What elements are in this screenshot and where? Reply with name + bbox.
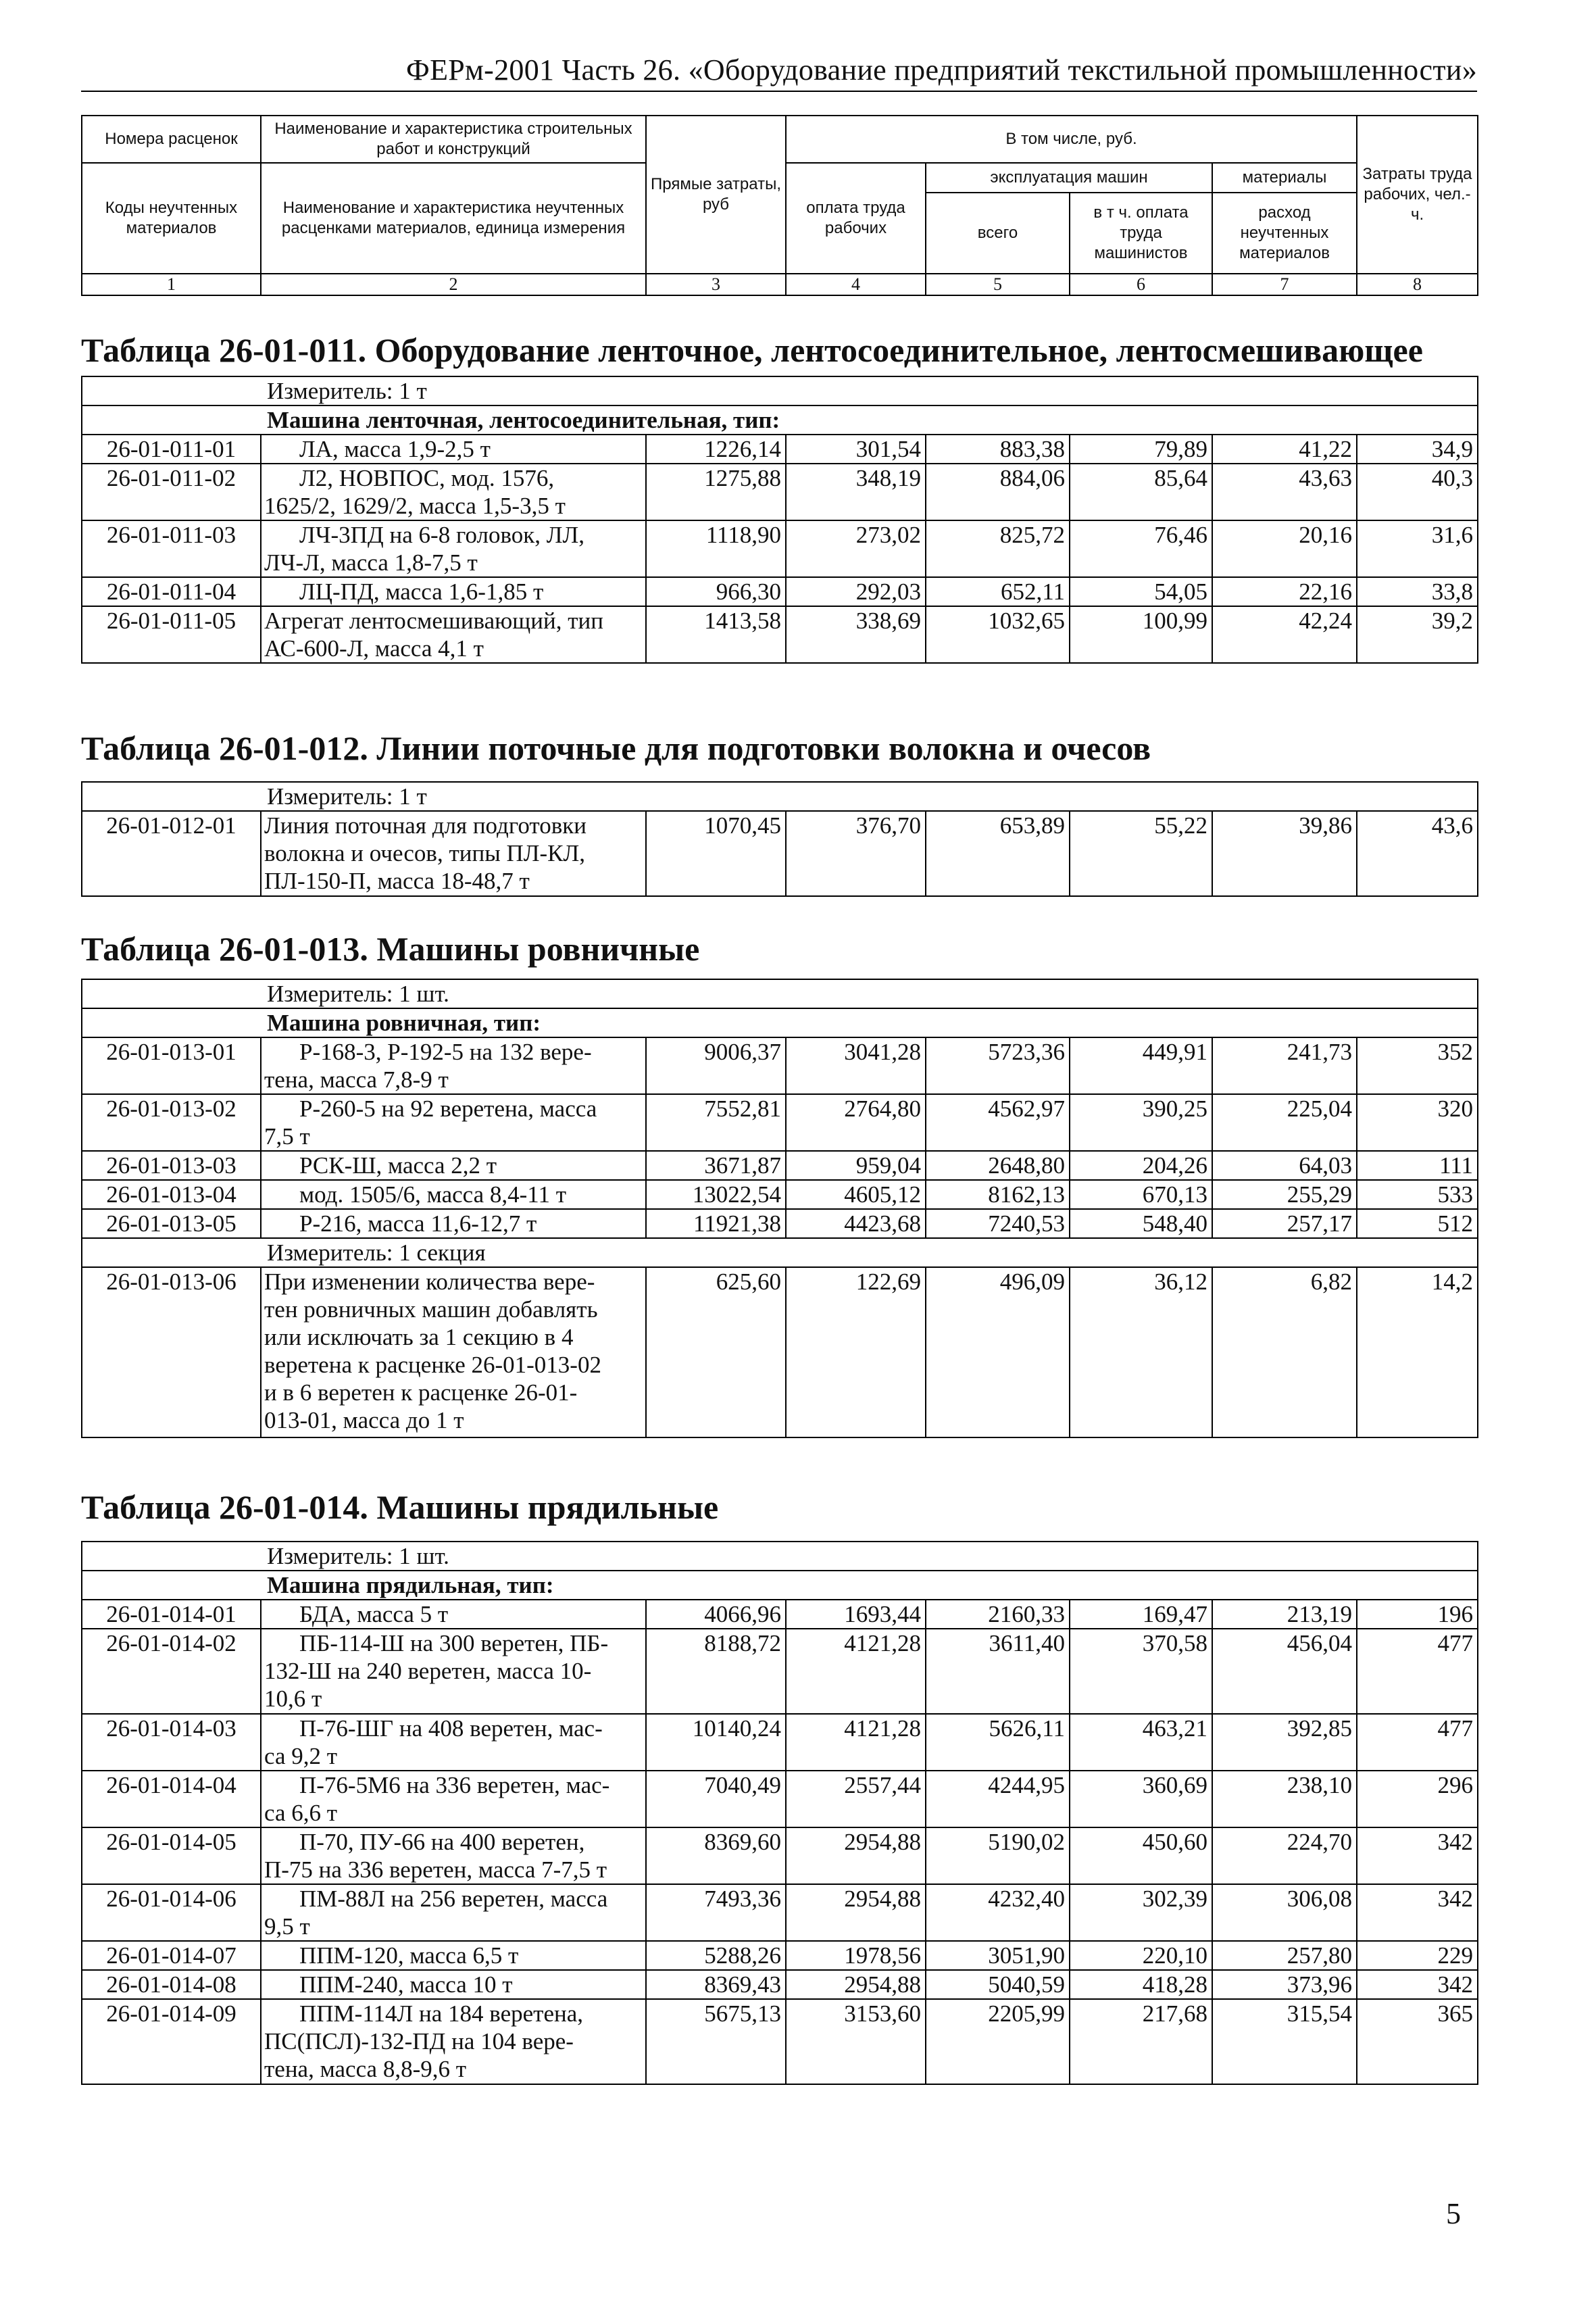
header-codes: Коды неучтенных материалов: [82, 163, 261, 274]
header-direct-costs: Прямые затраты, руб: [646, 116, 786, 274]
table-row: [82, 1037, 1478, 1094]
rate-code: 26-01-012-01: [82, 811, 261, 896]
rate-description: РСК-Ш, масса 2,2 т: [261, 1151, 646, 1180]
rate-table: [81, 1541, 1478, 2085]
measure-unit: Измеритель: 1 секция: [82, 1238, 1478, 1267]
rate-code: 26-01-011-03: [82, 520, 261, 577]
rate-code: 26-01-014-07: [82, 1941, 261, 1970]
materials-cost: 456,04: [1212, 1629, 1357, 1714]
header-col-number: 1: [82, 274, 261, 295]
table-row: [82, 435, 1478, 464]
labour-hours: 196: [1357, 1600, 1478, 1629]
group-heading: Машина ровничная, тип:: [82, 1008, 1478, 1037]
labour-hours: 43,6: [1357, 811, 1478, 896]
machine-total: 4232,40: [926, 1884, 1070, 1941]
direct-costs: 7493,36: [646, 1884, 786, 1941]
rate-description: ППМ-114Л на 184 веретена, ПС(ПСЛ)-132-ПД на 104 вере- тена, масса 8,8-9,6 т: [261, 1999, 646, 2084]
header-machine-operation: эксплуатация машин: [926, 163, 1212, 193]
measure-unit-row: [82, 1238, 1478, 1267]
machinist-pay: 36,12: [1070, 1267, 1212, 1437]
labour-pay: 376,70: [786, 811, 926, 896]
header-machine-total: всего: [926, 193, 1070, 274]
direct-costs: 11921,38: [646, 1209, 786, 1238]
materials-cost: 224,70: [1212, 1827, 1357, 1884]
labour-pay: 273,02: [786, 520, 926, 577]
direct-costs: 8369,43: [646, 1970, 786, 1999]
direct-costs: 625,60: [646, 1267, 786, 1437]
table-row: [82, 520, 1478, 577]
labour-pay: 2764,80: [786, 1094, 926, 1151]
rate-code: 26-01-011-04: [82, 577, 261, 606]
materials-cost: 315,54: [1212, 1999, 1357, 2084]
direct-costs: 7040,49: [646, 1771, 786, 1827]
labour-pay: 4121,28: [786, 1629, 926, 1714]
labour-pay: 122,69: [786, 1267, 926, 1437]
table-row: [82, 1180, 1478, 1209]
rate-description: Агрегат лентосмешивающий, тип АС-600-Л, масса 4,1 т: [261, 606, 646, 663]
rate-code: 26-01-014-08: [82, 1970, 261, 1999]
materials-cost: 257,80: [1212, 1941, 1357, 1970]
header-in-total: В том числе, руб.: [786, 116, 1357, 163]
table-row: [82, 1629, 1478, 1714]
rate-description: Р-260-5 на 92 веретена, масса 7,5 т: [261, 1094, 646, 1151]
labour-pay: 4605,12: [786, 1180, 926, 1209]
machine-total: 496,09: [926, 1267, 1070, 1437]
labour-pay: 348,19: [786, 464, 926, 520]
machine-total: 3611,40: [926, 1629, 1070, 1714]
machinist-pay: 55,22: [1070, 811, 1212, 896]
machinist-pay: 204,26: [1070, 1151, 1212, 1180]
direct-costs: 7552,81: [646, 1094, 786, 1151]
materials-cost: 213,19: [1212, 1600, 1357, 1629]
machine-total: 883,38: [926, 435, 1070, 464]
group-heading: Машина ленточная, лентосоединительная, тип:: [82, 405, 1478, 435]
rate-code: 26-01-014-09: [82, 1999, 261, 2084]
labour-hours: 342: [1357, 1884, 1478, 1941]
machine-total: 653,89: [926, 811, 1070, 896]
table-row: [82, 1884, 1478, 1941]
table-row: [82, 1151, 1478, 1180]
labour-hours: 111: [1357, 1151, 1478, 1180]
direct-costs: 9006,37: [646, 1037, 786, 1094]
machine-total: 652,11: [926, 577, 1070, 606]
machine-total: 3051,90: [926, 1941, 1070, 1970]
header-labour-cost: Затраты труда рабочих, чел.-ч.: [1357, 116, 1478, 274]
measure-unit-row: [82, 376, 1478, 405]
materials-cost: 64,03: [1212, 1151, 1357, 1180]
labour-hours: 342: [1357, 1970, 1478, 1999]
measure-unit: Измеритель: 1 шт.: [82, 1542, 1478, 1571]
group-heading-row: [82, 405, 1478, 435]
machine-total: 4562,97: [926, 1094, 1070, 1151]
group-heading-row: [82, 1008, 1478, 1037]
table-row: [82, 1094, 1478, 1151]
rate-table: [81, 979, 1478, 1438]
direct-costs: 1118,90: [646, 520, 786, 577]
rate-code: 26-01-013-05: [82, 1209, 261, 1238]
rate-code: 26-01-011-02: [82, 464, 261, 520]
machinist-pay: 54,05: [1070, 577, 1212, 606]
machinist-pay: 670,13: [1070, 1180, 1212, 1209]
header-labour-pay: оплата труда рабочих: [786, 163, 926, 274]
labour-pay: 2557,44: [786, 1771, 926, 1827]
running-head: ФЕРм-2001 Часть 26. «Оборудование предприятий текстильной промышленности»: [406, 53, 1477, 87]
machinist-pay: 418,28: [1070, 1970, 1212, 1999]
labour-hours: 31,6: [1357, 520, 1478, 577]
rate-description: П-76-ШГ на 408 веретен, мас- са 9,2 т: [261, 1714, 646, 1771]
machine-total: 7240,53: [926, 1209, 1070, 1238]
machinist-pay: 85,64: [1070, 464, 1212, 520]
direct-costs: 13022,54: [646, 1180, 786, 1209]
rate-table: [81, 781, 1478, 897]
materials-cost: 41,22: [1212, 435, 1357, 464]
table-row: [82, 606, 1478, 663]
machine-total: 5190,02: [926, 1827, 1070, 1884]
labour-hours: 512: [1357, 1209, 1478, 1238]
materials-cost: 306,08: [1212, 1884, 1357, 1941]
measure-unit: Измеритель: 1 т: [82, 376, 1478, 405]
machine-total: 8162,13: [926, 1180, 1070, 1209]
materials-cost: 225,04: [1212, 1094, 1357, 1151]
direct-costs: 10140,24: [646, 1714, 786, 1771]
group-heading-row: [82, 1571, 1478, 1600]
machinist-pay: 169,47: [1070, 1600, 1212, 1629]
rate-description: БДА, масса 5 т: [261, 1600, 646, 1629]
rate-description: ЛЦ-ПД, масса 1,6-1,85 т: [261, 577, 646, 606]
machinist-pay: 220,10: [1070, 1941, 1212, 1970]
direct-costs: 1413,58: [646, 606, 786, 663]
labour-hours: 34,9: [1357, 435, 1478, 464]
labour-pay: 1693,44: [786, 1600, 926, 1629]
machinist-pay: 100,99: [1070, 606, 1212, 663]
rate-code: 26-01-014-03: [82, 1714, 261, 1771]
labour-pay: 959,04: [786, 1151, 926, 1180]
header-col-number: 3: [646, 274, 786, 295]
machinist-pay: 548,40: [1070, 1209, 1212, 1238]
labour-hours: 533: [1357, 1180, 1478, 1209]
machine-total: 2205,99: [926, 1999, 1070, 2084]
materials-cost: 42,24: [1212, 606, 1357, 663]
labour-hours: 477: [1357, 1714, 1478, 1771]
labour-hours: 39,2: [1357, 606, 1478, 663]
table-row: [82, 1267, 1478, 1437]
direct-costs: 1275,88: [646, 464, 786, 520]
direct-costs: 966,30: [646, 577, 786, 606]
header-col-number: 6: [1070, 274, 1212, 295]
machinist-pay: 360,69: [1070, 1771, 1212, 1827]
header-machinist-pay: в т ч. оплата труда машинистов: [1070, 193, 1212, 274]
materials-cost: 255,29: [1212, 1180, 1357, 1209]
measure-unit: Измеритель: 1 шт.: [82, 979, 1478, 1008]
table-row: [82, 1209, 1478, 1238]
table-row: [82, 1771, 1478, 1827]
labour-pay: 2954,88: [786, 1970, 926, 1999]
machine-total: 4244,95: [926, 1771, 1070, 1827]
labour-hours: 352: [1357, 1037, 1478, 1094]
header-material-name: Наименование и характеристика неучтенных расценками материалов, единица измерения: [261, 163, 646, 274]
direct-costs: 5288,26: [646, 1941, 786, 1970]
machine-total: 5626,11: [926, 1714, 1070, 1771]
table-row: [82, 1714, 1478, 1771]
materials-cost: 392,85: [1212, 1714, 1357, 1771]
rate-table: [81, 376, 1478, 664]
header-col-number: 7: [1212, 274, 1357, 295]
rate-description: ПМ-88Л на 256 веретен, масса 9,5 т: [261, 1884, 646, 1941]
labour-pay: 292,03: [786, 577, 926, 606]
labour-pay: 4121,28: [786, 1714, 926, 1771]
rate-description: При изменении количества вере- тен ровничных машин добавлять или исключать за 1 секцию в 4 веретена к расценке 26-01-013-02 и в 6 веретен к расценке 26-01- 013-01, масса до 1 т: [261, 1267, 646, 1437]
materials-cost: 373,96: [1212, 1970, 1357, 1999]
materials-cost: 6,82: [1212, 1267, 1357, 1437]
group-heading: Машина прядильная, тип:: [82, 1571, 1478, 1600]
machinist-pay: 76,46: [1070, 520, 1212, 577]
direct-costs: 5675,13: [646, 1999, 786, 2084]
header-unaccounted-materials: расход неучтенных материалов: [1212, 193, 1357, 274]
machine-total: 5040,59: [926, 1970, 1070, 1999]
rate-code: 26-01-011-01: [82, 435, 261, 464]
rate-code: 26-01-013-06: [82, 1267, 261, 1437]
table-row: [82, 811, 1478, 896]
labour-pay: 2954,88: [786, 1884, 926, 1941]
measure-unit-row: [82, 1542, 1478, 1571]
header-col-number: 8: [1357, 274, 1478, 295]
machinist-pay: 449,91: [1070, 1037, 1212, 1094]
machine-total: 1032,65: [926, 606, 1070, 663]
rate-description: ПБ-114-Ш на 300 веретен, ПБ- 132-Ш на 240 веретен, масса 10- 10,6 т: [261, 1629, 646, 1714]
header-materials: материалы: [1212, 163, 1357, 193]
materials-cost: 22,16: [1212, 577, 1357, 606]
page-number: 5: [1446, 2197, 1461, 2230]
rate-description: Л2, НОВПОС, мод. 1576, 1625/2, 1629/2, масса 1,5-3,5 т: [261, 464, 646, 520]
materials-cost: 241,73: [1212, 1037, 1357, 1094]
direct-costs: 3671,87: [646, 1151, 786, 1180]
direct-costs: 8369,60: [646, 1827, 786, 1884]
machinist-pay: 302,39: [1070, 1884, 1212, 1941]
materials-cost: 20,16: [1212, 520, 1357, 577]
rate-description: ЛЧ-3ПД на 6-8 головок, ЛЛ, ЛЧ-Л, масса 1,8-7,5 т: [261, 520, 646, 577]
direct-costs: 1226,14: [646, 435, 786, 464]
rate-code: 26-01-014-01: [82, 1600, 261, 1629]
table-row: [82, 1970, 1478, 1999]
direct-costs: 4066,96: [646, 1600, 786, 1629]
column-header-table: [81, 115, 1478, 296]
machinist-pay: 79,89: [1070, 435, 1212, 464]
header-col-number: 4: [786, 274, 926, 295]
materials-cost: 238,10: [1212, 1771, 1357, 1827]
rate-code: 26-01-013-01: [82, 1037, 261, 1094]
machine-total: 2160,33: [926, 1600, 1070, 1629]
direct-costs: 1070,45: [646, 811, 786, 896]
labour-hours: 40,3: [1357, 464, 1478, 520]
labour-hours: 365: [1357, 1999, 1478, 2084]
table-title: Таблица 26-01-014. Машины прядильные: [81, 1488, 719, 1526]
measure-unit-row: [82, 979, 1478, 1008]
direct-costs: 8188,72: [646, 1629, 786, 1714]
rate-code: 26-01-014-04: [82, 1771, 261, 1827]
labour-hours: 477: [1357, 1629, 1478, 1714]
rate-description: П-70, ПУ-66 на 400 веретен, П-75 на 336 веретен, масса 7-7,5 т: [261, 1827, 646, 1884]
labour-hours: 33,8: [1357, 577, 1478, 606]
rate-code: 26-01-013-04: [82, 1180, 261, 1209]
header-col-number: 5: [926, 274, 1070, 295]
rate-description: Линия поточная для подготовки волокна и очесов, типы ПЛ-КЛ, ПЛ-150-П, масса 18-48,7 т: [261, 811, 646, 896]
rate-description: ЛА, масса 1,9-2,5 т: [261, 435, 646, 464]
table-row: [82, 1941, 1478, 1970]
labour-pay: 3153,60: [786, 1999, 926, 2084]
machine-total: 2648,80: [926, 1151, 1070, 1180]
labour-pay: 3041,28: [786, 1037, 926, 1094]
running-head-rule: [81, 91, 1477, 92]
table-row: [82, 1999, 1478, 2084]
rate-code: 26-01-014-06: [82, 1884, 261, 1941]
labour-pay: 2954,88: [786, 1827, 926, 1884]
labour-hours: 229: [1357, 1941, 1478, 1970]
machine-total: 5723,36: [926, 1037, 1070, 1094]
machinist-pay: 217,68: [1070, 1999, 1212, 2084]
header-col-number: 2: [261, 274, 646, 295]
machinist-pay: 370,58: [1070, 1629, 1212, 1714]
labour-hours: 296: [1357, 1771, 1478, 1827]
machinist-pay: 450,60: [1070, 1827, 1212, 1884]
labour-hours: 342: [1357, 1827, 1478, 1884]
rate-code: 26-01-013-02: [82, 1094, 261, 1151]
table-row: [82, 1600, 1478, 1629]
labour-pay: 1978,56: [786, 1941, 926, 1970]
labour-pay: 301,54: [786, 435, 926, 464]
table-title: Таблица 26-01-013. Машины ровничные: [81, 930, 700, 968]
labour-pay: 4423,68: [786, 1209, 926, 1238]
rate-description: Р-216, масса 11,6-12,7 т: [261, 1209, 646, 1238]
machine-total: 884,06: [926, 464, 1070, 520]
labour-hours: 14,2: [1357, 1267, 1478, 1437]
header-rate-numbers: Номера расценок: [82, 116, 261, 163]
rate-code: 26-01-014-05: [82, 1827, 261, 1884]
labour-hours: 320: [1357, 1094, 1478, 1151]
measure-unit: Измеритель: 1 т: [82, 782, 1478, 811]
rate-code: 26-01-014-02: [82, 1629, 261, 1714]
table-title: Таблица 26-01-011. Оборудование ленточное, лентосоединительное, лентосмешивающее: [81, 331, 1423, 369]
rate-code: 26-01-011-05: [82, 606, 261, 663]
rate-description: ППМ-240, масса 10 т: [261, 1970, 646, 1999]
materials-cost: 43,63: [1212, 464, 1357, 520]
table-row: [82, 464, 1478, 520]
materials-cost: 257,17: [1212, 1209, 1357, 1238]
materials-cost: 39,86: [1212, 811, 1357, 896]
machinist-pay: 390,25: [1070, 1094, 1212, 1151]
measure-unit-row: [82, 782, 1478, 811]
rate-code: 26-01-013-03: [82, 1151, 261, 1180]
rate-description: Р-168-3, Р-192-5 на 132 вере- тена, масса 7,8-9 т: [261, 1037, 646, 1094]
machinist-pay: 463,21: [1070, 1714, 1212, 1771]
header-work-name: Наименование и характеристика строительных работ и конструкций: [261, 116, 646, 163]
table-title: Таблица 26-01-012. Линии поточные для подготовки волокна и очесов: [81, 729, 1151, 767]
rate-description: мод. 1505/6, масса 8,4-11 т: [261, 1180, 646, 1209]
rate-description: ППМ-120, масса 6,5 т: [261, 1941, 646, 1970]
rate-description: П-76-5М6 на 336 веретен, мас- са 6,6 т: [261, 1771, 646, 1827]
table-row: [82, 1827, 1478, 1884]
table-row: [82, 577, 1478, 606]
labour-pay: 338,69: [786, 606, 926, 663]
machine-total: 825,72: [926, 520, 1070, 577]
